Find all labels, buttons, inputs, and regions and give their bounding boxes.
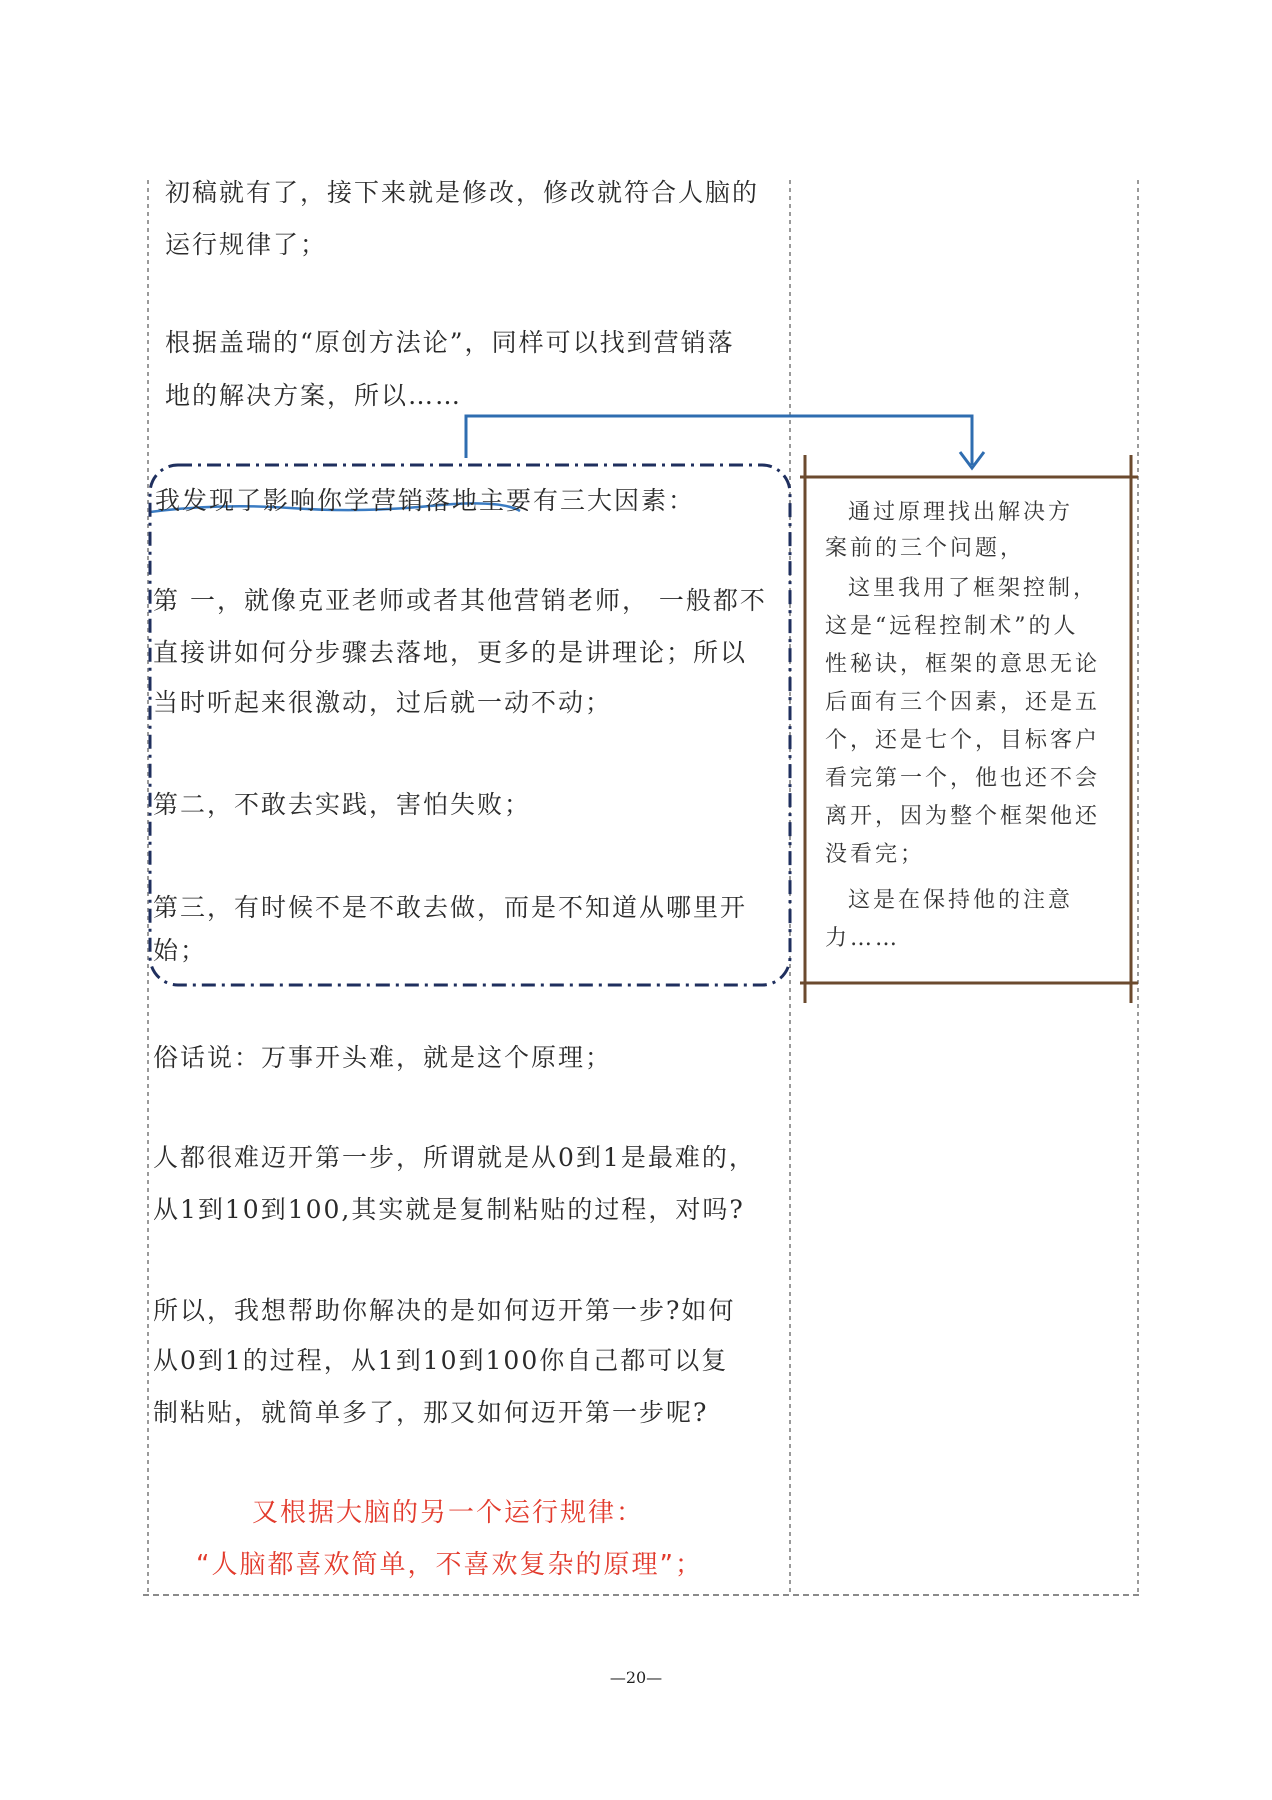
sidebar-note-line: 这是在保持他的注意 <box>848 888 1074 913</box>
sidebar-note-line: 性秘诀，框架的意思无论 <box>825 652 1101 677</box>
factor-three-line: 始； <box>153 936 208 965</box>
factors-intro: 我发现了影响你学营销落地主要有三大因素： <box>155 486 696 515</box>
factor-one-line: 第 一，就像克亚老师或者其他营销老师， 一般都不 <box>153 586 767 615</box>
sidebar-note-line: 没看完； <box>825 842 926 867</box>
sidebar-note-line: 案前的三个问题， <box>825 536 1026 561</box>
sidebar-note-line: 力…… <box>825 926 901 951</box>
sidebar-note-line: 后面有三个因素，还是五 <box>825 690 1101 715</box>
paragraph-line: 根据盖瑞的“原创方法论”，同样可以找到营销落 <box>165 328 735 357</box>
paragraph-line: 从0到1的过程，从1到10到100你自己都可以复 <box>153 1346 729 1375</box>
factor-one-line: 直接讲如何分步骤去落地，更多的是讲理论；所以 <box>153 638 748 667</box>
factor-one-line: 当时听起来很激动，过后就一动不动； <box>153 688 613 717</box>
paragraph-line: 初稿就有了，接下来就是修改，修改就符合人脑的 <box>165 178 760 207</box>
paragraph-line: 所以，我想帮助你解决的是如何迈开第一步?如何 <box>153 1296 736 1325</box>
paragraph-line: 从1到10到100,其实就是复制粘贴的过程，对吗? <box>153 1195 745 1224</box>
page-number: —20— <box>609 1668 663 1687</box>
sidebar-note-line: 离开，因为整个框架他还 <box>825 804 1101 829</box>
highlight-rule: 又根据大脑的另一个运行规律： <box>252 1498 645 1528</box>
highlight-quote: “人脑都喜欢简单，不喜欢复杂的原理”； <box>196 1550 703 1580</box>
factor-three-line: 第三，有时候不是不敢去做，而是不知道从哪里开 <box>153 893 748 922</box>
paragraph-line: 人都很难迈开第一步，所谓就是从0到1是最难的， <box>153 1143 756 1172</box>
sidebar-note-line: 这是“远程控制术”的人 <box>825 614 1079 639</box>
sidebar-note-line: 个，还是七个，目标客户 <box>825 728 1101 753</box>
paragraph-line: 制粘贴，就简单多了，那又如何迈开第一步呢? <box>153 1398 709 1427</box>
sidebar-note-line: 这里我用了框架控制， <box>848 576 1099 601</box>
sidebar-note-line: 通过原理找出解决方 <box>848 500 1074 525</box>
saying: 俗话说：万事开头难，就是这个原理； <box>153 1043 613 1072</box>
factor-two: 第二，不敢去实践，害怕失败； <box>153 790 532 819</box>
sidebar-note-line: 看完第一个，他也还不会 <box>825 766 1101 791</box>
paragraph-line: 运行规律了； <box>165 230 328 259</box>
paragraph-line: 地的解决方案，所以…… <box>165 381 463 410</box>
